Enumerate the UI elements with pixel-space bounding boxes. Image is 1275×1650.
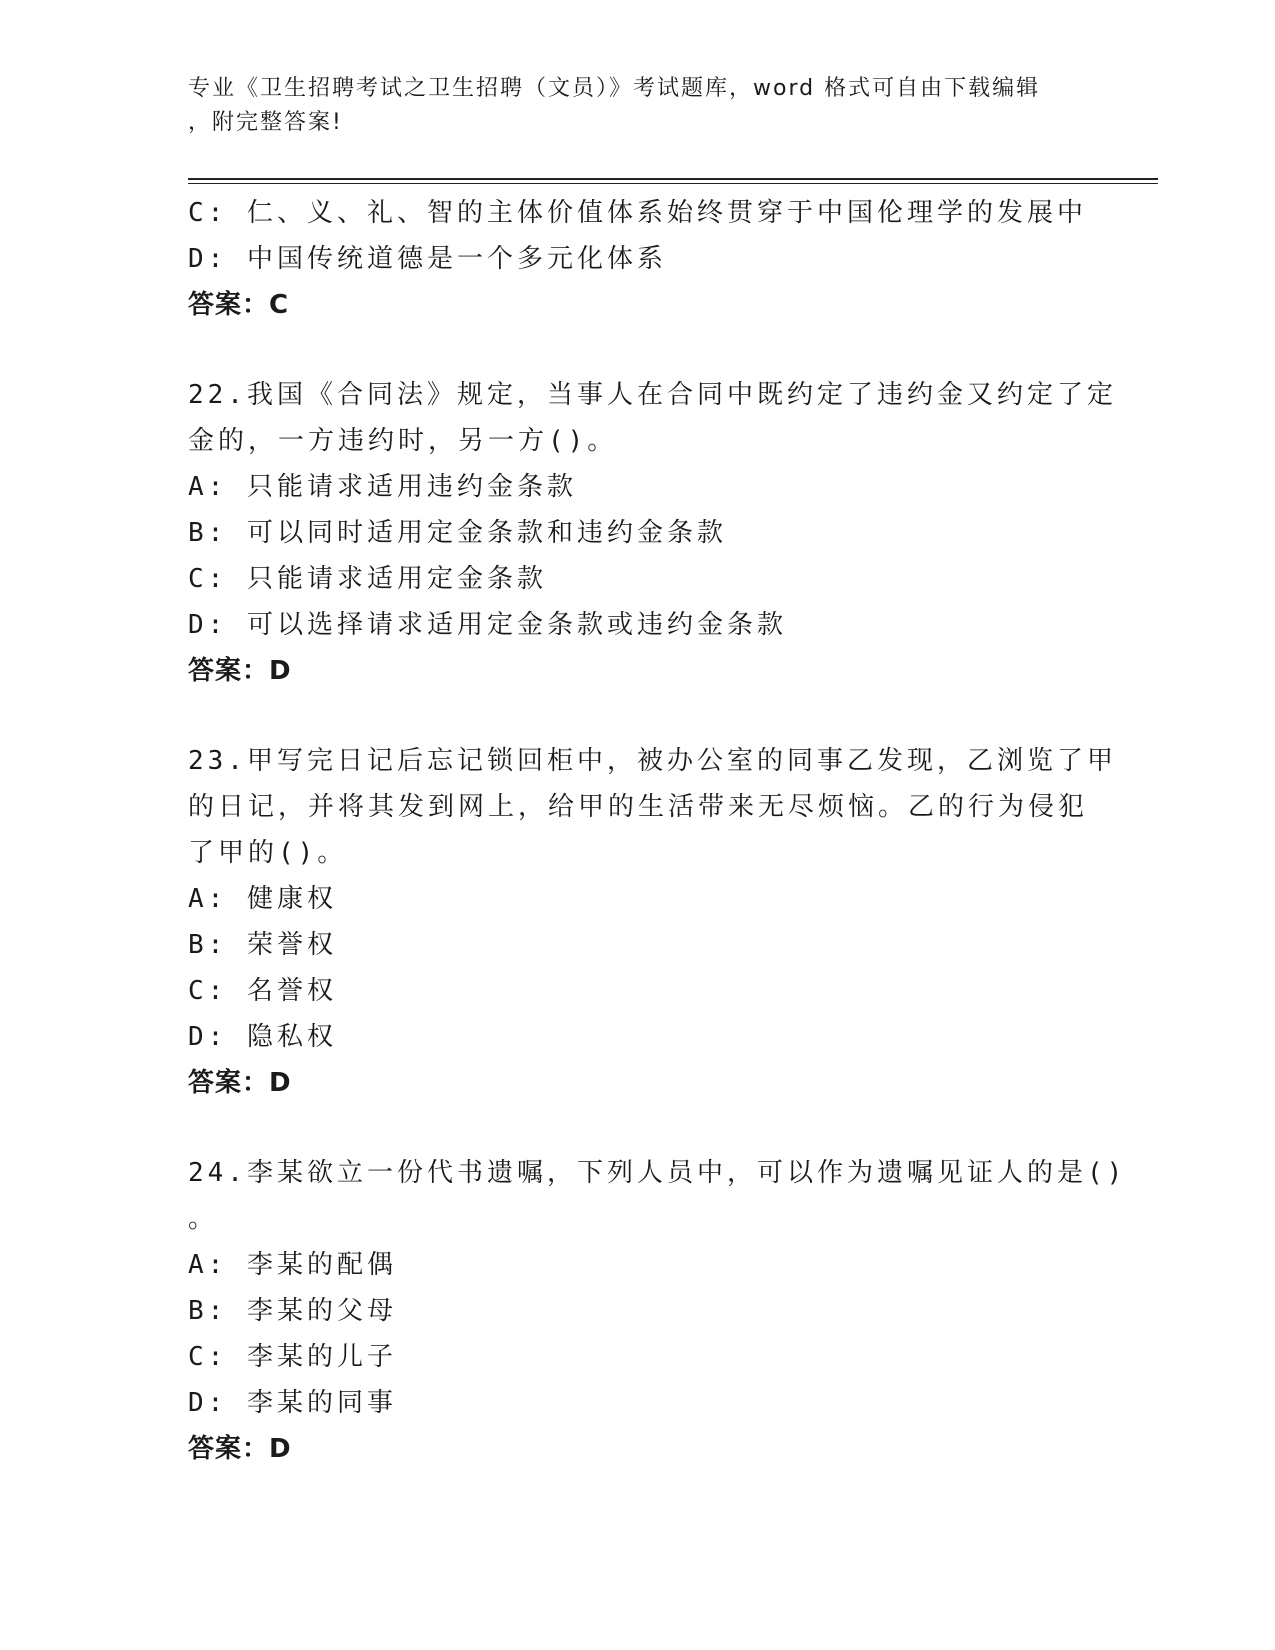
option-a: A: 健康权 <box>188 884 337 914</box>
option-a: A: 只能请求适用违约金条款 <box>188 472 577 502</box>
option-d: D: 中国传统道德是一个多元化体系 <box>188 244 667 274</box>
question-stem: 22.我国《合同法》规定，当事人在合同中既约定了违约金又约定了定 <box>188 380 1117 410</box>
header-title-line-continued: ，附完整答案! <box>188 110 343 135</box>
question-stem-continued: 了甲的()。 <box>188 838 348 868</box>
question-stem-continued: 金的，一方违约时，另一方()。 <box>188 426 618 456</box>
question-23 <box>188 738 1117 1106</box>
option-c: C: 只能请求适用定金条款 <box>188 564 547 594</box>
spacer <box>188 1106 1088 1150</box>
header-divider-thick <box>188 178 1158 180</box>
option-c: C: 仁、义、礼、智的主体价值体系始终贯穿于中国伦理学的发展中 <box>188 198 1087 228</box>
header-title-line: 专业《卫生招聘考试之卫生招聘（文员）》考试题库，word 格式可自由下载编辑 <box>188 76 1041 101</box>
option-d: D: 可以选择请求适用定金条款或违约金条款 <box>188 610 787 640</box>
question-22 <box>188 372 1117 694</box>
option-a: A: 李某的配偶 <box>188 1250 397 1280</box>
option-b: B: 荣誉权 <box>188 930 337 960</box>
answer-line: 答案：C <box>188 290 290 320</box>
carryover-block <box>188 190 1088 328</box>
option-b: B: 可以同时适用定金条款和违约金条款 <box>188 518 727 548</box>
option-d: D: 李某的同事 <box>188 1388 397 1418</box>
answer-line: 答案：D <box>188 1068 292 1098</box>
option-c: C: 名誉权 <box>188 976 337 1006</box>
question-stem: 23.甲写完日记后忘记锁回柜中，被办公室的同事乙发现，乙浏览了甲 <box>188 746 1117 776</box>
spacer <box>188 694 1088 738</box>
answer-line: 答案：D <box>188 1434 292 1464</box>
question-24 <box>188 1150 1127 1472</box>
option-c: C: 李某的儿子 <box>188 1342 397 1372</box>
question-stem-continued: 的日记，并将其发到网上，给甲的生活带来无尽烦恼。乙的行为侵犯 <box>188 792 1089 822</box>
question-content <box>188 190 1127 1472</box>
option-b: B: 李某的父母 <box>188 1296 397 1326</box>
option-d: D: 隐私权 <box>188 1022 337 1052</box>
spacer <box>188 328 1088 372</box>
header-divider-thin <box>188 183 1158 184</box>
question-stem-continued: 。 <box>188 1204 219 1234</box>
question-stem: 24.李某欲立一份代书遗嘱，下列人员中，可以作为遗嘱见证人的是() <box>188 1158 1127 1188</box>
answer-line: 答案：D <box>188 656 292 686</box>
document-header <box>188 72 1068 140</box>
